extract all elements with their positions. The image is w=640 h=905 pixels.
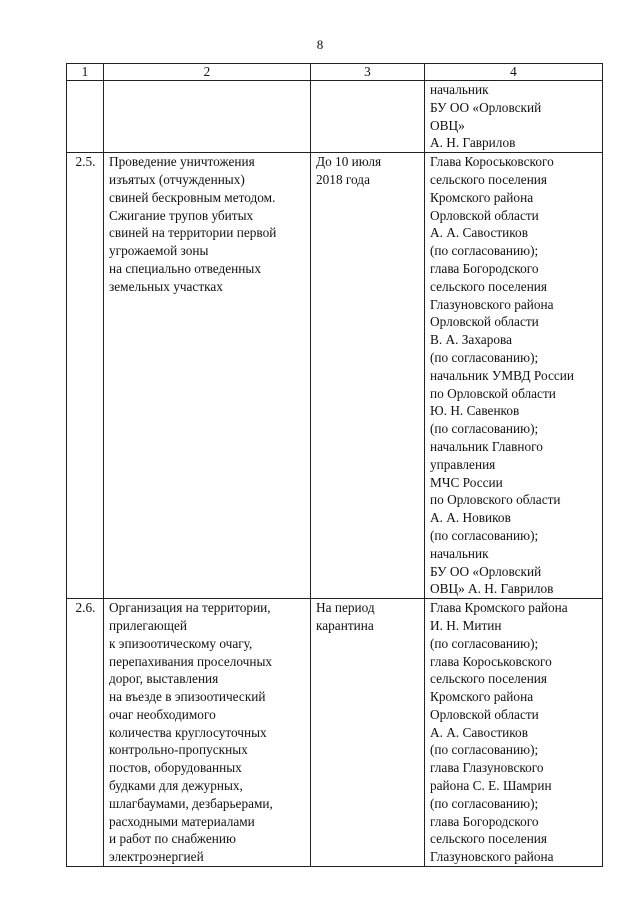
item-number: 2.5. xyxy=(67,153,104,599)
header-cell: 2 xyxy=(104,64,311,81)
action-line: земельных участках xyxy=(109,278,223,294)
header-cell: 4 xyxy=(425,64,603,81)
action-line: контрольно-пропускных xyxy=(109,742,248,758)
table-row xyxy=(67,599,603,867)
action-line: к эпизоотическому очагу, xyxy=(109,635,253,651)
responsible-cell xyxy=(425,81,603,153)
deadline-cell xyxy=(311,153,425,599)
action-line: изъятых (отчужденных) xyxy=(109,171,245,187)
responsible-line: сельского поселения xyxy=(430,171,548,187)
responsible-line: (по согласованию); xyxy=(430,742,539,758)
deadline-cell xyxy=(311,81,425,153)
responsible-line: сельского поселения xyxy=(430,831,548,847)
responsible-line: БУ ОО «Орловский xyxy=(430,99,542,115)
header-cell: 1 xyxy=(67,64,104,81)
header-cell: 3 xyxy=(311,64,425,81)
responsible-line: МЧС России xyxy=(430,474,503,490)
responsible-line: Орловской области xyxy=(430,706,539,722)
action-line: перепахивания проселочных xyxy=(109,653,273,669)
responsible-line: глава Богородского xyxy=(430,813,539,829)
responsible-line: А. Н. Гаврилов xyxy=(430,135,516,151)
action-line: свиней бескровным методом. xyxy=(109,189,276,205)
responsible-line: управления xyxy=(430,456,496,472)
responsible-line: Кромского района xyxy=(430,689,534,705)
action-line: Проведение уничтожения xyxy=(109,154,255,170)
responsible-line: (по согласованию); xyxy=(430,527,539,543)
responsible-line: ОВЦ» xyxy=(430,117,465,133)
responsible-line: И. Н. Митин xyxy=(430,617,502,633)
responsible-line: глава Глазуновского xyxy=(430,760,544,776)
responsible-line: сельского поселения xyxy=(430,278,548,294)
responsible-line: А. А. Новиков xyxy=(430,510,511,526)
responsible-line: Глава Короськовского xyxy=(430,154,554,170)
action-line: прилегающей xyxy=(109,617,187,633)
responsible-line: (по согласованию); xyxy=(430,635,539,651)
deadline-line: До 10 июля xyxy=(316,154,382,170)
responsible-line: Глазуновского района xyxy=(430,296,554,312)
action-line: постов, оборудованных xyxy=(109,760,242,776)
responsible-line: района С. Е. Шамрин xyxy=(430,778,552,794)
responsible-line: начальник УМВД России xyxy=(430,367,574,383)
responsible-line: Кромского района xyxy=(430,189,534,205)
action-line: очаг необходимого xyxy=(109,706,216,722)
responsible-line: (по согласованию); xyxy=(430,795,539,811)
measures-table xyxy=(66,63,603,867)
responsible-line: начальник xyxy=(430,82,489,97)
action-line: свиней на территории первой xyxy=(109,225,277,241)
action-line: угрожаемой зоны xyxy=(109,243,209,259)
responsible-cell xyxy=(425,153,603,599)
responsible-line: начальник xyxy=(430,545,489,561)
responsible-line: Орловской области xyxy=(430,314,539,330)
responsible-line: А. А. Савостиков xyxy=(430,724,528,740)
action-line: будками для дежурных, xyxy=(109,778,243,794)
table-row xyxy=(67,153,603,599)
action-line: Сжигание трупов убитых xyxy=(109,207,254,223)
responsible-line: глава Короськовского xyxy=(430,653,552,669)
page-number: 8 xyxy=(316,37,324,52)
responsible-line: ОВЦ» А. Н. Гаврилов xyxy=(430,581,554,597)
responsible-line: А. А. Савостиков xyxy=(430,225,528,241)
action-line: количества круглосуточных xyxy=(109,724,267,740)
deadline-line: 2018 года xyxy=(316,171,370,187)
responsible-line: Глазуновского района xyxy=(430,849,554,865)
responsible-line: Ю. Н. Савенков xyxy=(430,403,520,419)
action-line: на въезде в эпизоотический xyxy=(109,689,266,705)
responsible-line: (по согласованию); xyxy=(430,421,539,437)
deadline-line: На период xyxy=(316,600,375,616)
action-cell xyxy=(104,81,311,153)
responsible-line: БУ ОО «Орловский xyxy=(430,563,542,579)
responsible-line: по Орловского области xyxy=(430,492,561,508)
action-cell xyxy=(104,153,311,599)
item-number xyxy=(67,81,104,153)
responsible-line: глава Богородского xyxy=(430,260,539,276)
deadline-cell xyxy=(311,599,425,867)
responsible-line: Глава Кромского района xyxy=(430,600,568,616)
action-line: электроэнергией xyxy=(109,849,204,865)
responsible-line: по Орловской области xyxy=(430,385,556,401)
action-line: и работ по снабжению xyxy=(109,831,236,847)
responsible-cell xyxy=(425,599,603,867)
action-line: дорог, выставления xyxy=(109,671,219,687)
action-line: расходными материалами xyxy=(109,813,255,829)
responsible-line: В. А. Захарова xyxy=(430,332,513,348)
responsible-line: Орловской области xyxy=(430,207,539,223)
responsible-line: сельского поселения xyxy=(430,671,548,687)
responsible-line: (по согласованию); xyxy=(430,349,539,365)
action-line: Организация на территории, xyxy=(109,600,271,616)
table-row xyxy=(67,81,603,153)
action-line: на специально отведенных xyxy=(109,260,261,276)
item-number: 2.6. xyxy=(67,599,104,867)
deadline-line: карантина xyxy=(316,617,374,633)
responsible-line: (по согласованию); xyxy=(430,243,539,259)
action-line: шлагбаумами, дезбарьерами, xyxy=(109,795,273,811)
action-cell xyxy=(104,599,311,867)
table-header-row xyxy=(67,64,603,81)
responsible-line: начальник Главного xyxy=(430,438,543,454)
